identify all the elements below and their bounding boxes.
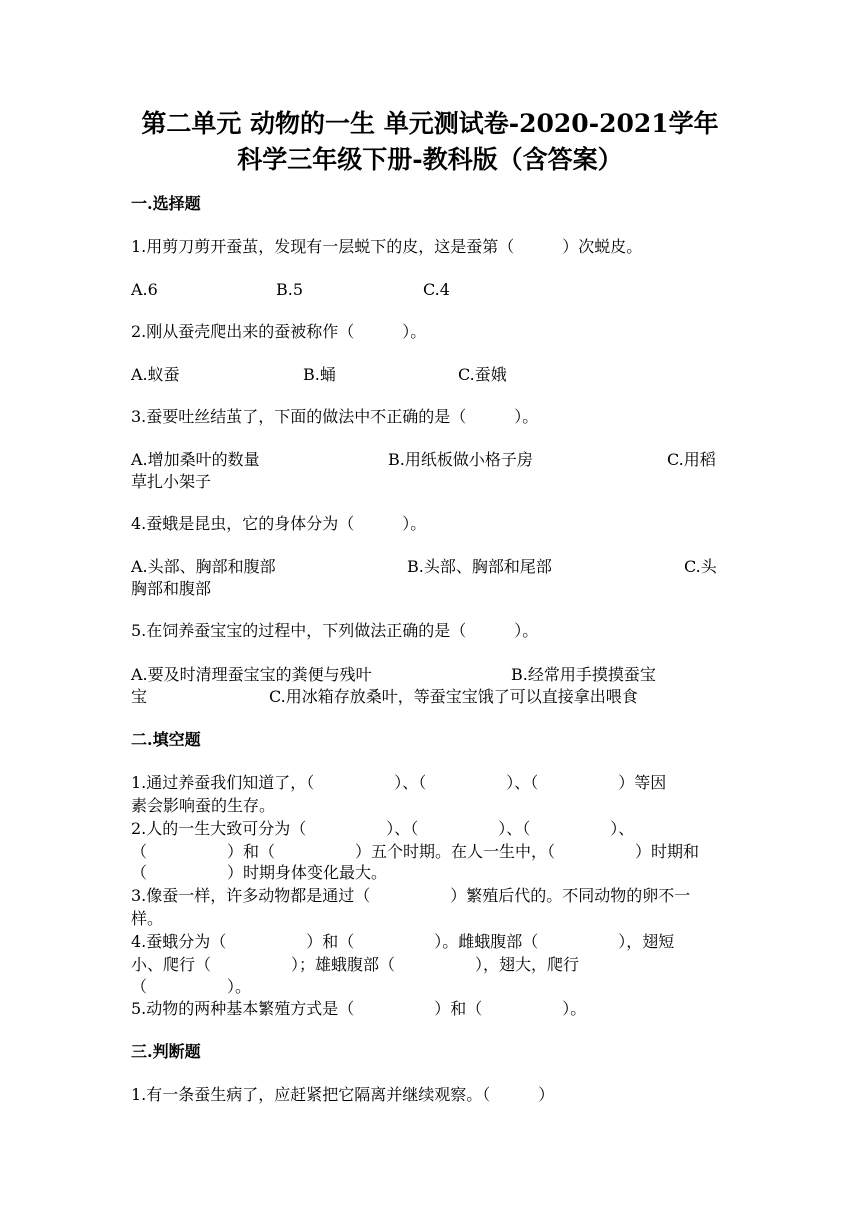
choice-4-option-c-continued: 胸部和腹部: [131, 579, 212, 598]
choice-3-option-b: B.用纸板做小格子房: [388, 450, 533, 469]
fill-question-5: 5.动物的两种基本繁殖方式是（ ）和（ ）。: [131, 999, 587, 1018]
fill-question-2-line-3: （ ）时期身体变化最大。: [131, 863, 388, 882]
fill-question-2-line-2: （ ）和（ ）五个时期。在人一生中，（ ）时期和: [131, 842, 700, 861]
choice-3-option-a: A.增加桑叶的数量: [131, 450, 260, 469]
choice-question-3: 3.蚕要吐丝结茧了，下面的做法中不正确的是（ ）。: [131, 407, 539, 426]
fill-question-1-line-2: 素会影响蚕的生存。: [131, 796, 276, 815]
choice-question-5: 5.在饲养蚕宝宝的过程中，下列做法正确的是（ ）。: [131, 621, 539, 640]
section-heading-choice: 一.选择题: [131, 194, 201, 213]
page-title-line-2: 科学三年级下册-教科版（含答案）: [237, 145, 623, 174]
choice-3-option-c-continued: 草扎小架子: [131, 472, 212, 491]
choice-question-4: 4.蚕蛾是昆虫，它的身体分为（ ）。: [131, 514, 427, 533]
choice-5-option-c: C.用冰箱存放桑叶，等蚕宝宝饿了可以直接拿出喂食: [269, 687, 638, 706]
page-title-line-1: 第二单元 动物的一生 单元测试卷-2020-2021学年: [141, 109, 719, 138]
choice-2-option-a: A.蚁蚕: [131, 365, 180, 384]
choice-4-option-a: A.头部、胸部和腹部: [131, 557, 276, 576]
choice-2-option-b: B.蛹: [303, 365, 336, 384]
choice-5-option-a: A.要及时清理蚕宝宝的粪便与残叶: [131, 665, 372, 684]
fill-question-1-line-1: 1.通过养蚕我们知道了，（ ）、（ ）、（ ）等因: [131, 773, 667, 792]
choice-question-1: 1.用剪刀剪开蚕茧，发现有一层蜕下的皮，这是蚕第（ ）次蜕皮。: [131, 237, 643, 256]
fill-question-4-line-1: 4.蚕蛾分为（ ）和（ ）。雌蛾腹部（ ），翅短: [131, 932, 675, 951]
choice-2-option-c: C.蚕娥: [458, 365, 507, 384]
fill-question-3-line-2: 样。: [131, 909, 164, 928]
choice-question-2: 2.刚从蚕壳爬出来的蚕被称作（ ）。: [131, 322, 427, 341]
fill-question-3-line-1: 3.像蚕一样，许多动物都是通过（ ）繁殖后代的。不同动物的卵不一: [131, 886, 691, 905]
judge-question-1: 1.有一条蚕生病了，应赶紧把它隔离并继续观察。（ ）: [131, 1085, 555, 1104]
choice-4-option-c: C.头: [684, 557, 717, 576]
fill-question-4-line-3: （ ）。: [131, 977, 252, 996]
choice-1-option-a: A.6: [131, 280, 158, 299]
choice-1-option-b: B.5: [276, 280, 304, 299]
choice-4-option-b: B.头部、胸部和尾部: [407, 557, 552, 576]
choice-5-option-b: B.经常用手摸摸蚕宝: [511, 665, 656, 684]
choice-1-option-c: C.4: [423, 280, 450, 299]
choice-5-option-b-continued: 宝: [131, 687, 148, 706]
fill-question-2-line-1: 2.人的一生大致可分为（ ）、（ ）、（ ）、: [131, 819, 635, 838]
section-heading-fill: 二.填空题: [131, 730, 201, 749]
fill-question-4-line-2: 小、爬行（ ）；雄蛾腹部（ ），翅大，爬行: [131, 955, 580, 974]
choice-3-option-c: C.用稻: [667, 450, 716, 469]
section-heading-judge: 三.判断题: [131, 1042, 201, 1061]
